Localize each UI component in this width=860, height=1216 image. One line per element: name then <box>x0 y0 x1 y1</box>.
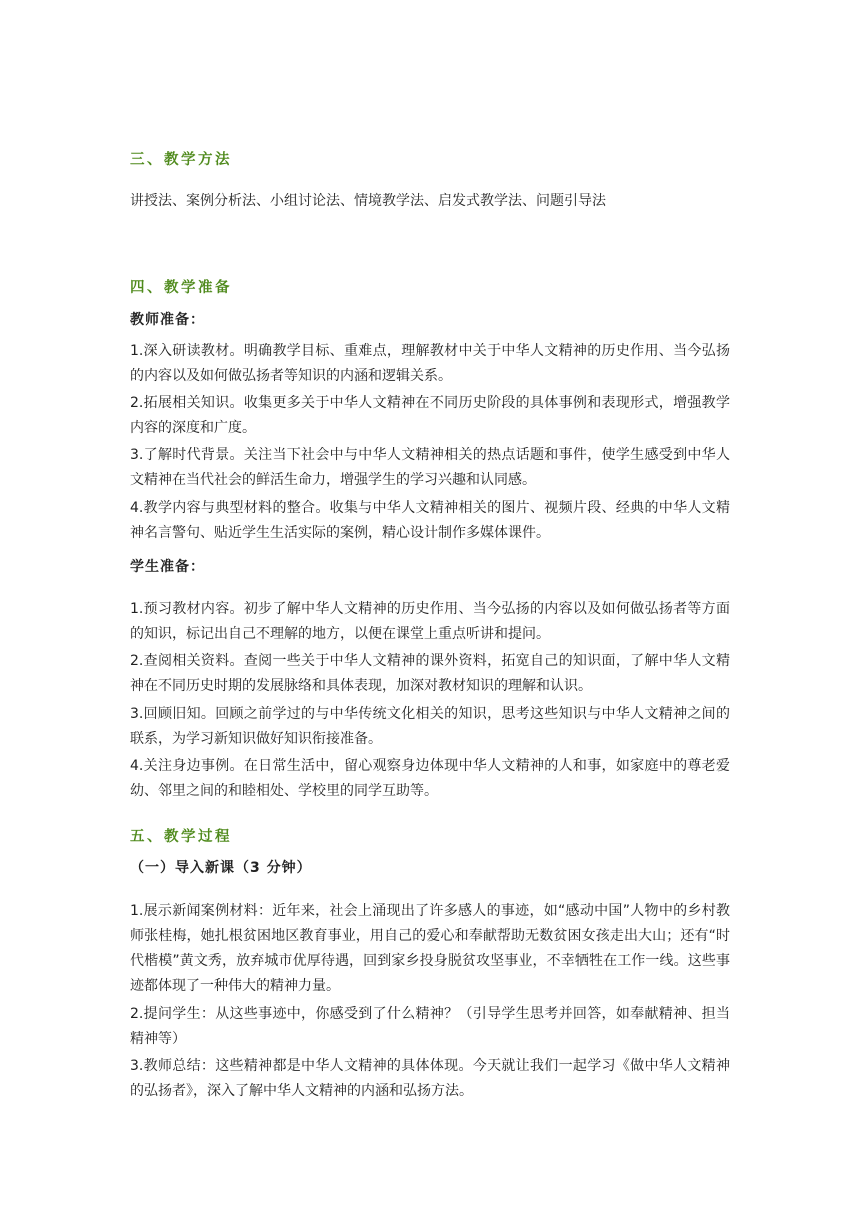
lead-in-item-3: 3.教师总结：这些精神都是中华人文精神的具体体现。今天就让我们一起学习《做中华人文精神的弘扬者》，深入了解中华人文精神的内涵和弘扬方法。 <box>130 1058 730 1099</box>
student-prep-item-2: 2.查阅相关资料。查阅一些关于中华人文精神的课外资料，拓宽自己的知识面，了解中华人文精神在不同历史时期的发展脉络和具体表现，加深对教材知识的理解和认识。 <box>130 653 730 694</box>
student-prep-item-3: 3.回顾旧知。回顾之前学过的与中华传统文化相关的知识，思考这些知识与中华人文精神之间的联系，为学习新知识做好知识衔接准备。 <box>130 706 730 747</box>
teacher-prep-title: 教师准备： <box>130 312 205 328</box>
teacher-prep-item-2: 2.拓展相关知识。收集更多关于中华人文精神在不同历史阶段的具体事例和表现形式，增强教学内容的深度和广度。 <box>130 395 730 436</box>
teacher-prep-item-4: 4.教学内容与典型材料的整合。收集与中华人文精神相关的图片、视频片段、经典的中华人文精神名言警句、贴近学生生活实际的案例，精心设计制作多媒体课件。 <box>130 500 730 541</box>
lead-in-item-1: 1.展示新闻案例材料：近年来，社会上涌现出了许多感人的事迹，如“感动中国”人物中的乡村教师张桂梅，她扎根贫困地区教育事业，用自己的爱心和奉献帮助无数贫困女孩走出大山；还有“时代楷模”黄文秀，放弃城市优厚待遇，回到家乡投身脱贫攻坚事业，不幸牺牲在工作一线。这些事迹都体现了一种伟大的精神力量。 <box>130 903 730 994</box>
student-prep-title: 学生准备： <box>130 559 205 575</box>
student-prep-item-1: 1.预习教材内容。初步了解中华人文精神的历史作用、当今弘扬的内容以及如何做弘扬者等方面的知识，标记出自己不理解的地方，以便在课堂上重点听讲和提问。 <box>130 601 730 642</box>
section-5-title: 五、教学过程 <box>130 829 232 845</box>
section-3-text: 讲授法、案例分析法、小组讨论法、情境教学法、启发式教学法、问题引导法 <box>130 193 606 209</box>
section-3-title: 三、教学方法 <box>130 152 232 168</box>
lead-in-title: （一）导入新课（3 分钟） <box>130 860 312 876</box>
teacher-prep-item-3: 3.了解时代背景。关注当下社会中与中华人文精神相关的热点话题和事件，使学生感受到中华人文精神在当代社会的鲜活生命力，增强学生的学习兴趣和认同感。 <box>130 447 730 488</box>
section-4-title: 四、教学准备 <box>130 280 232 296</box>
lead-in-item-2: 2.提问学生：从这些事迹中，你感受到了什么精神？（引导学生思考并回答，如奉献精神、担当精神等） <box>130 1006 730 1047</box>
teacher-prep-item-1: 1.深入研读教材。明确教学目标、重难点，理解教材中关于中华人文精神的历史作用、当今弘扬的内容以及如何做弘扬者等知识的内涵和逻辑关系。 <box>130 343 730 384</box>
student-prep-item-4: 4.关注身边事例。在日常生活中，留心观察身边体现中华人文精神的人和事，如家庭中的尊老爱幼、邻里之间的和睦相处、学校里的同学互助等。 <box>130 758 730 799</box>
